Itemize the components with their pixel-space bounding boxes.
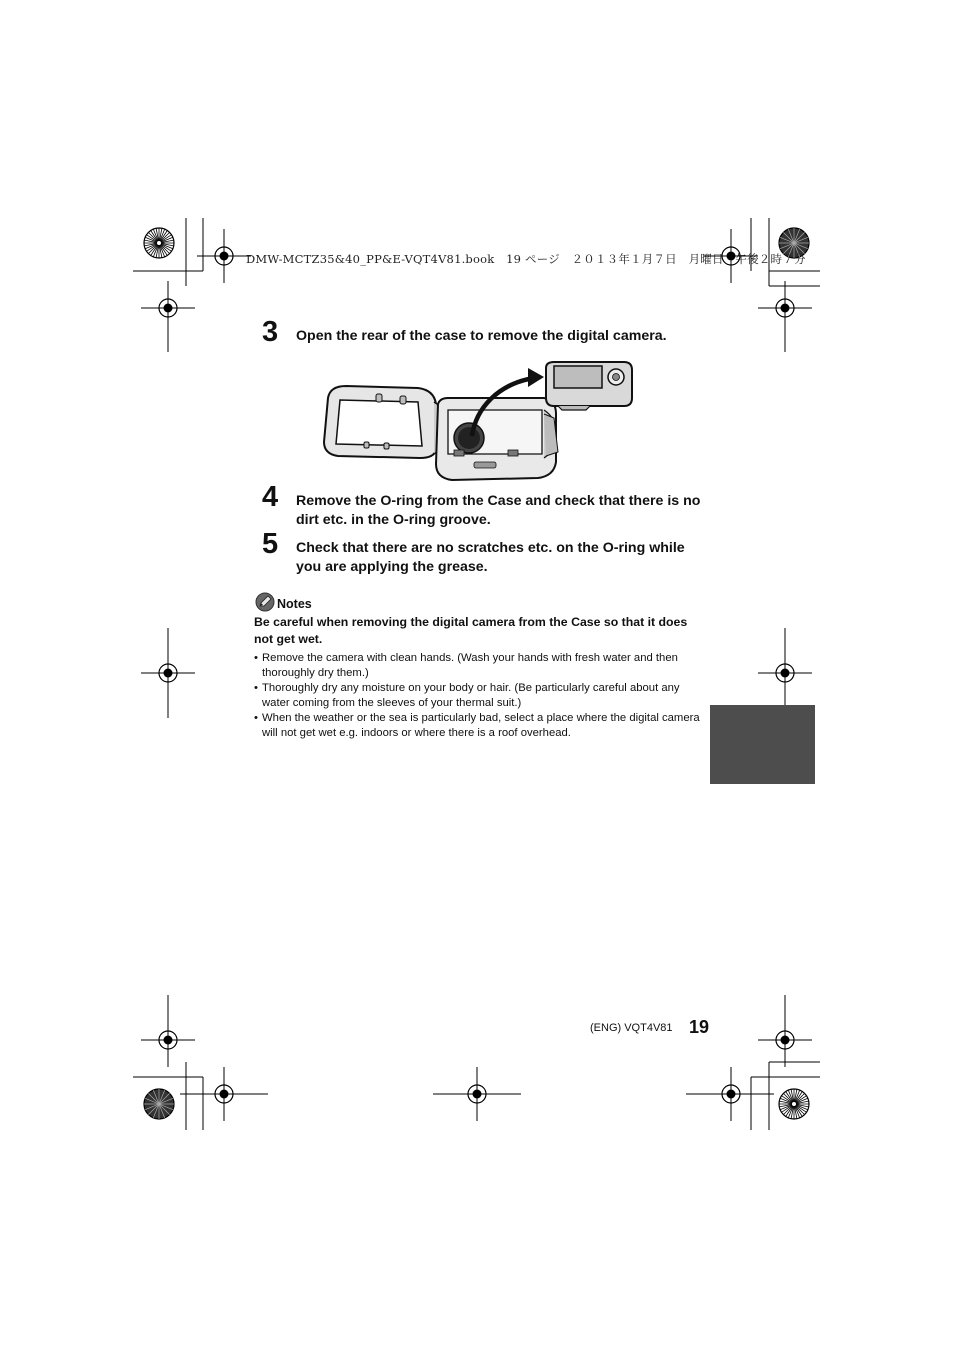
notes-warning: Be careful when removing the digital camera from the Case so that it does not get wet. bbox=[254, 615, 688, 646]
list-item: • When the weather or the sea is particularly bad, select a place where the digital camera will not get wet e.g. indoors or where there is a roof overhead. bbox=[254, 712, 700, 739]
step-3-number: 3 bbox=[262, 316, 279, 348]
list-item: • Thoroughly dry any moisture on your body or hair. (Be particularly careful about any water coming from the sleeves of your thermal suit.) bbox=[254, 682, 680, 709]
step-5-number: 5 bbox=[262, 528, 279, 560]
notes-bullet-list bbox=[254, 651, 706, 741]
footer-code: (ENG) VQT4V81 bbox=[590, 1022, 673, 1034]
list-item: • Remove the camera with clean hands. (Wash your hands with fresh water and then thoroughly dry them.) bbox=[254, 652, 678, 679]
page-number: 19 bbox=[689, 1017, 710, 1037]
notes-label: Notes bbox=[277, 597, 312, 611]
step-4-text: Remove the O-ring from the Case and check that there is no dirt etc. in the O-ring groove. bbox=[296, 493, 701, 528]
step-3-text: Open the rear of the case to remove the digital camera. bbox=[296, 328, 667, 344]
file-header: DMW-MCTZ35&40_PP&E-VQT4V81.book 19 ページ ２０１３年１月７日 月曜日 午後２時７分 bbox=[246, 252, 806, 266]
pencil-icon bbox=[255, 592, 275, 612]
case-illustration bbox=[318, 358, 638, 484]
step-5-text: Check that there are no scratches etc. on the O-ring while you are applying the grease. bbox=[296, 540, 685, 575]
step-4-number: 4 bbox=[262, 481, 279, 513]
chapter-tab bbox=[710, 705, 815, 784]
